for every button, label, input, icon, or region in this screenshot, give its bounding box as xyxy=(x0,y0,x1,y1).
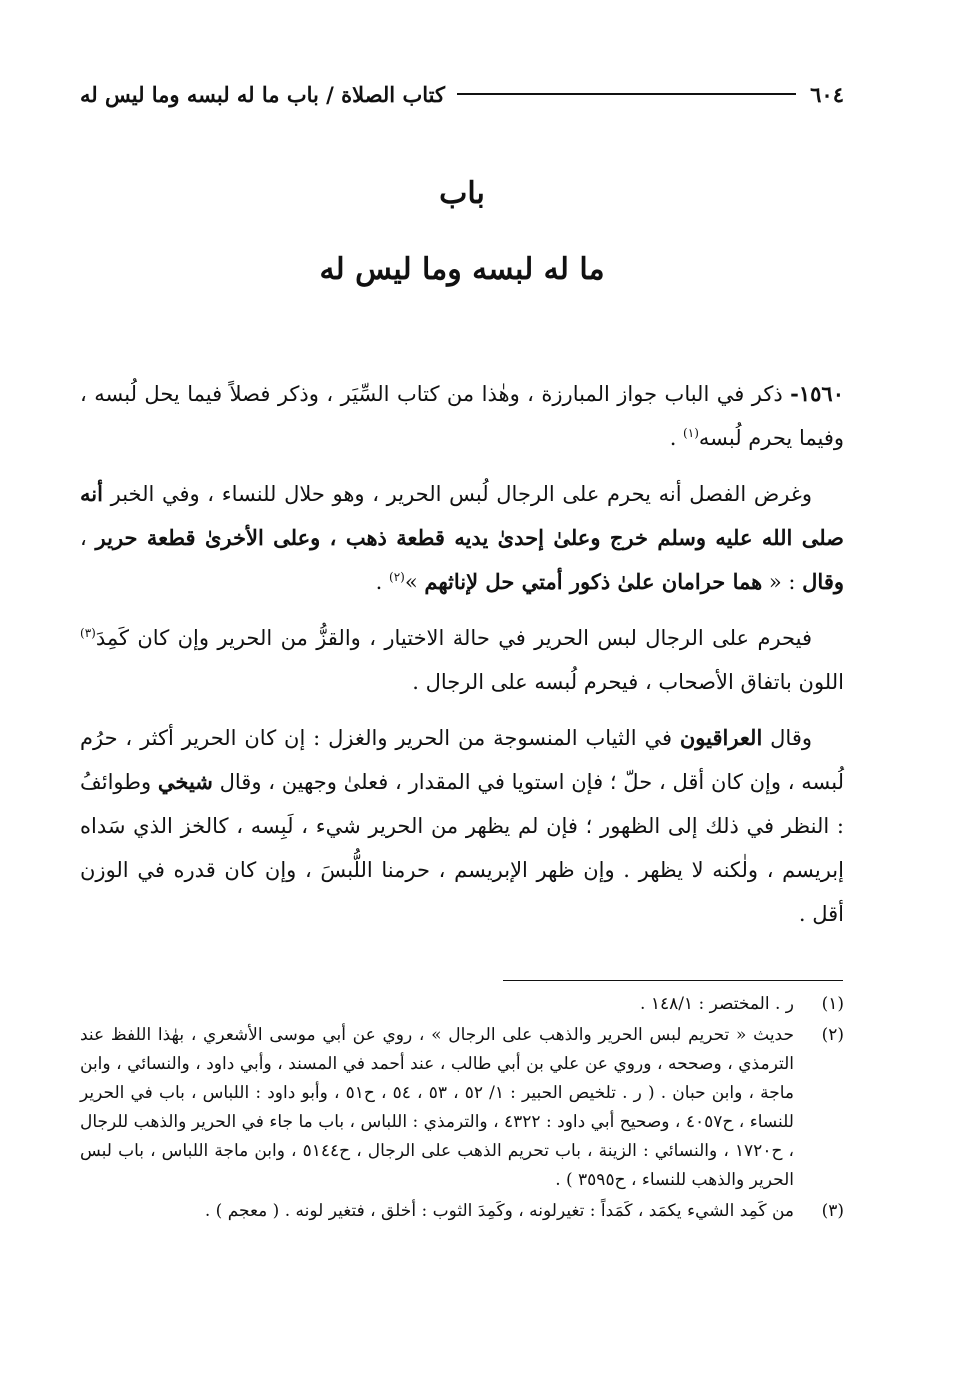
footnote-separator xyxy=(503,980,843,981)
paragraph-2-said: وقال xyxy=(802,569,844,594)
paragraph-2-text-a: وغرض الفصل أنه يحرم على الرجال لُبس الحرير ، وهو حلال للنساء ، وفي الخبر xyxy=(102,482,812,506)
footnote-ref-3: (٣) xyxy=(80,626,96,640)
footnote xyxy=(80,1021,844,1195)
paragraph-2-text-c: ، xyxy=(80,526,96,550)
paragraph-4-text-c: في الثياب المنسوجة من الحرير والغزل : إن كان الحرير أكثر ، حرُم لُبسه ، وإن كان أقل ، حلّ ؛ فإن استويا في المقدار ، فعلىٰ وجهين ، وقال xyxy=(80,726,845,794)
paragraph-2 xyxy=(80,472,844,604)
hadith-quote: هما حرامان علىٰ ذكور أمتي حل لإناثهم xyxy=(424,569,763,594)
iraqis-term: العراقيون xyxy=(679,725,763,750)
paragraph-3 xyxy=(80,616,844,704)
quote-close: » xyxy=(404,570,425,594)
paragraph-1 xyxy=(80,372,844,460)
main-text xyxy=(80,372,844,948)
footnote xyxy=(80,990,844,1019)
paragraph-2-end: . xyxy=(375,570,390,594)
footnote-text: حديث « تحريم لبس الحرير والذهب على الرجال » ، روي عن أبي موسى الأشعري ، بهٰذا اللفظ عند الترمذي ، وصححه ، وروي عن علي بن أبي طالب ، عند أحمد في المسند ، وأبي داود ، والنسائي ، وابن ماجة ، وابن حبان . ( ر . تلخيص الحبير : ١/ ٥٢ ، ٥٣ ، ٥٤ ، ح٥١ ، وأبو داود : اللباس ، باب في الحرير للنساء ، ح٤٠٥٧ ، وصحيح أبي داود : ٤٣٢٢ ، والترمذي : اللباس ، باب ما جاء في الحرير والذهب للرجال ، ح١٧٢٠ ، والنسائي : الزينة ، باب تحريم الذهب على الرجال ، ح٥١٤٤ ، وابن ماجة اللباس ، باب لبس الحرير والذهب للنساء ، ح٣٥٩٥ ) . xyxy=(80,1025,795,1190)
footnote xyxy=(80,1197,844,1226)
footnote-text: ر . المختصر : ١٤٨/١ . xyxy=(640,994,794,1014)
running-header xyxy=(80,74,844,114)
chapter-title-line1: باب xyxy=(439,176,485,211)
shaykh-term: شيخي xyxy=(157,769,213,794)
footnote-ref-2: (٢) xyxy=(389,570,405,584)
paragraph-number: ١٥٦٠- xyxy=(790,381,844,406)
footnote-number: (٢) xyxy=(821,1025,844,1045)
paragraph-4-text-e: وطوائفُ : النظر في ذلك إلى الظهور ؛ فإن لم يظهر من الحرير شيء ، لَبِسه ، كالخز الذي سَداه إبريسم ، ولٰكنه لا يظهر . وإن ظهر الإبريسم ، حرمنا اللُّبسَ ، وإن كان قدره في الوزن أقل . xyxy=(80,770,844,926)
running-title: كتاب الصلاة / باب ما له لبسه وما ليس له xyxy=(80,81,445,107)
quote-open: : « xyxy=(762,570,803,594)
footnotes xyxy=(80,990,844,1228)
paragraph-1-end: . xyxy=(669,426,684,450)
footnote-ref-1: (١) xyxy=(683,426,699,440)
paragraph-3-text-a: فيحرم على الرجال لبس الحرير في حالة الاختيار ، والقزُّ من الحرير وإن كان كَمِدَ xyxy=(95,626,812,650)
footnote-number: (٣) xyxy=(821,1201,844,1221)
hadith-narration: أنه صلى الله عليه وسلم خرج وعلىٰ إحدىٰ يديه قطعة ذهب ، وعلى الأخرىٰ قطعة حرير xyxy=(80,481,844,550)
footnote-number: (١) xyxy=(821,994,844,1014)
paragraph-1-text: ذكر في الباب جواز المبارزة ، وهٰذا من كتاب السِّيَر ، وذكر فصلاً فيما يحل لُبسه ، وفيما يحرم لُبسه xyxy=(80,382,844,450)
page-number: ٦٠٤ xyxy=(810,81,844,107)
header-rule xyxy=(457,93,796,95)
paragraph-3-text-b: اللون باتفاق الأصحاب ، فيحرم لُبسه على الرجال . xyxy=(412,670,844,694)
chapter-title-line2: ما له لبسه وما ليس له xyxy=(319,252,605,287)
paragraph-4-text-a: وقال xyxy=(762,726,812,750)
paragraph-4 xyxy=(80,716,844,936)
footnote-text: من كَمِد الشيء يكمَد ، كَمَداً : تغيرلونه ، وكَمِدَ الثوب : أخلق ، فتغير لونه . ( معجم ) . xyxy=(204,1201,794,1221)
